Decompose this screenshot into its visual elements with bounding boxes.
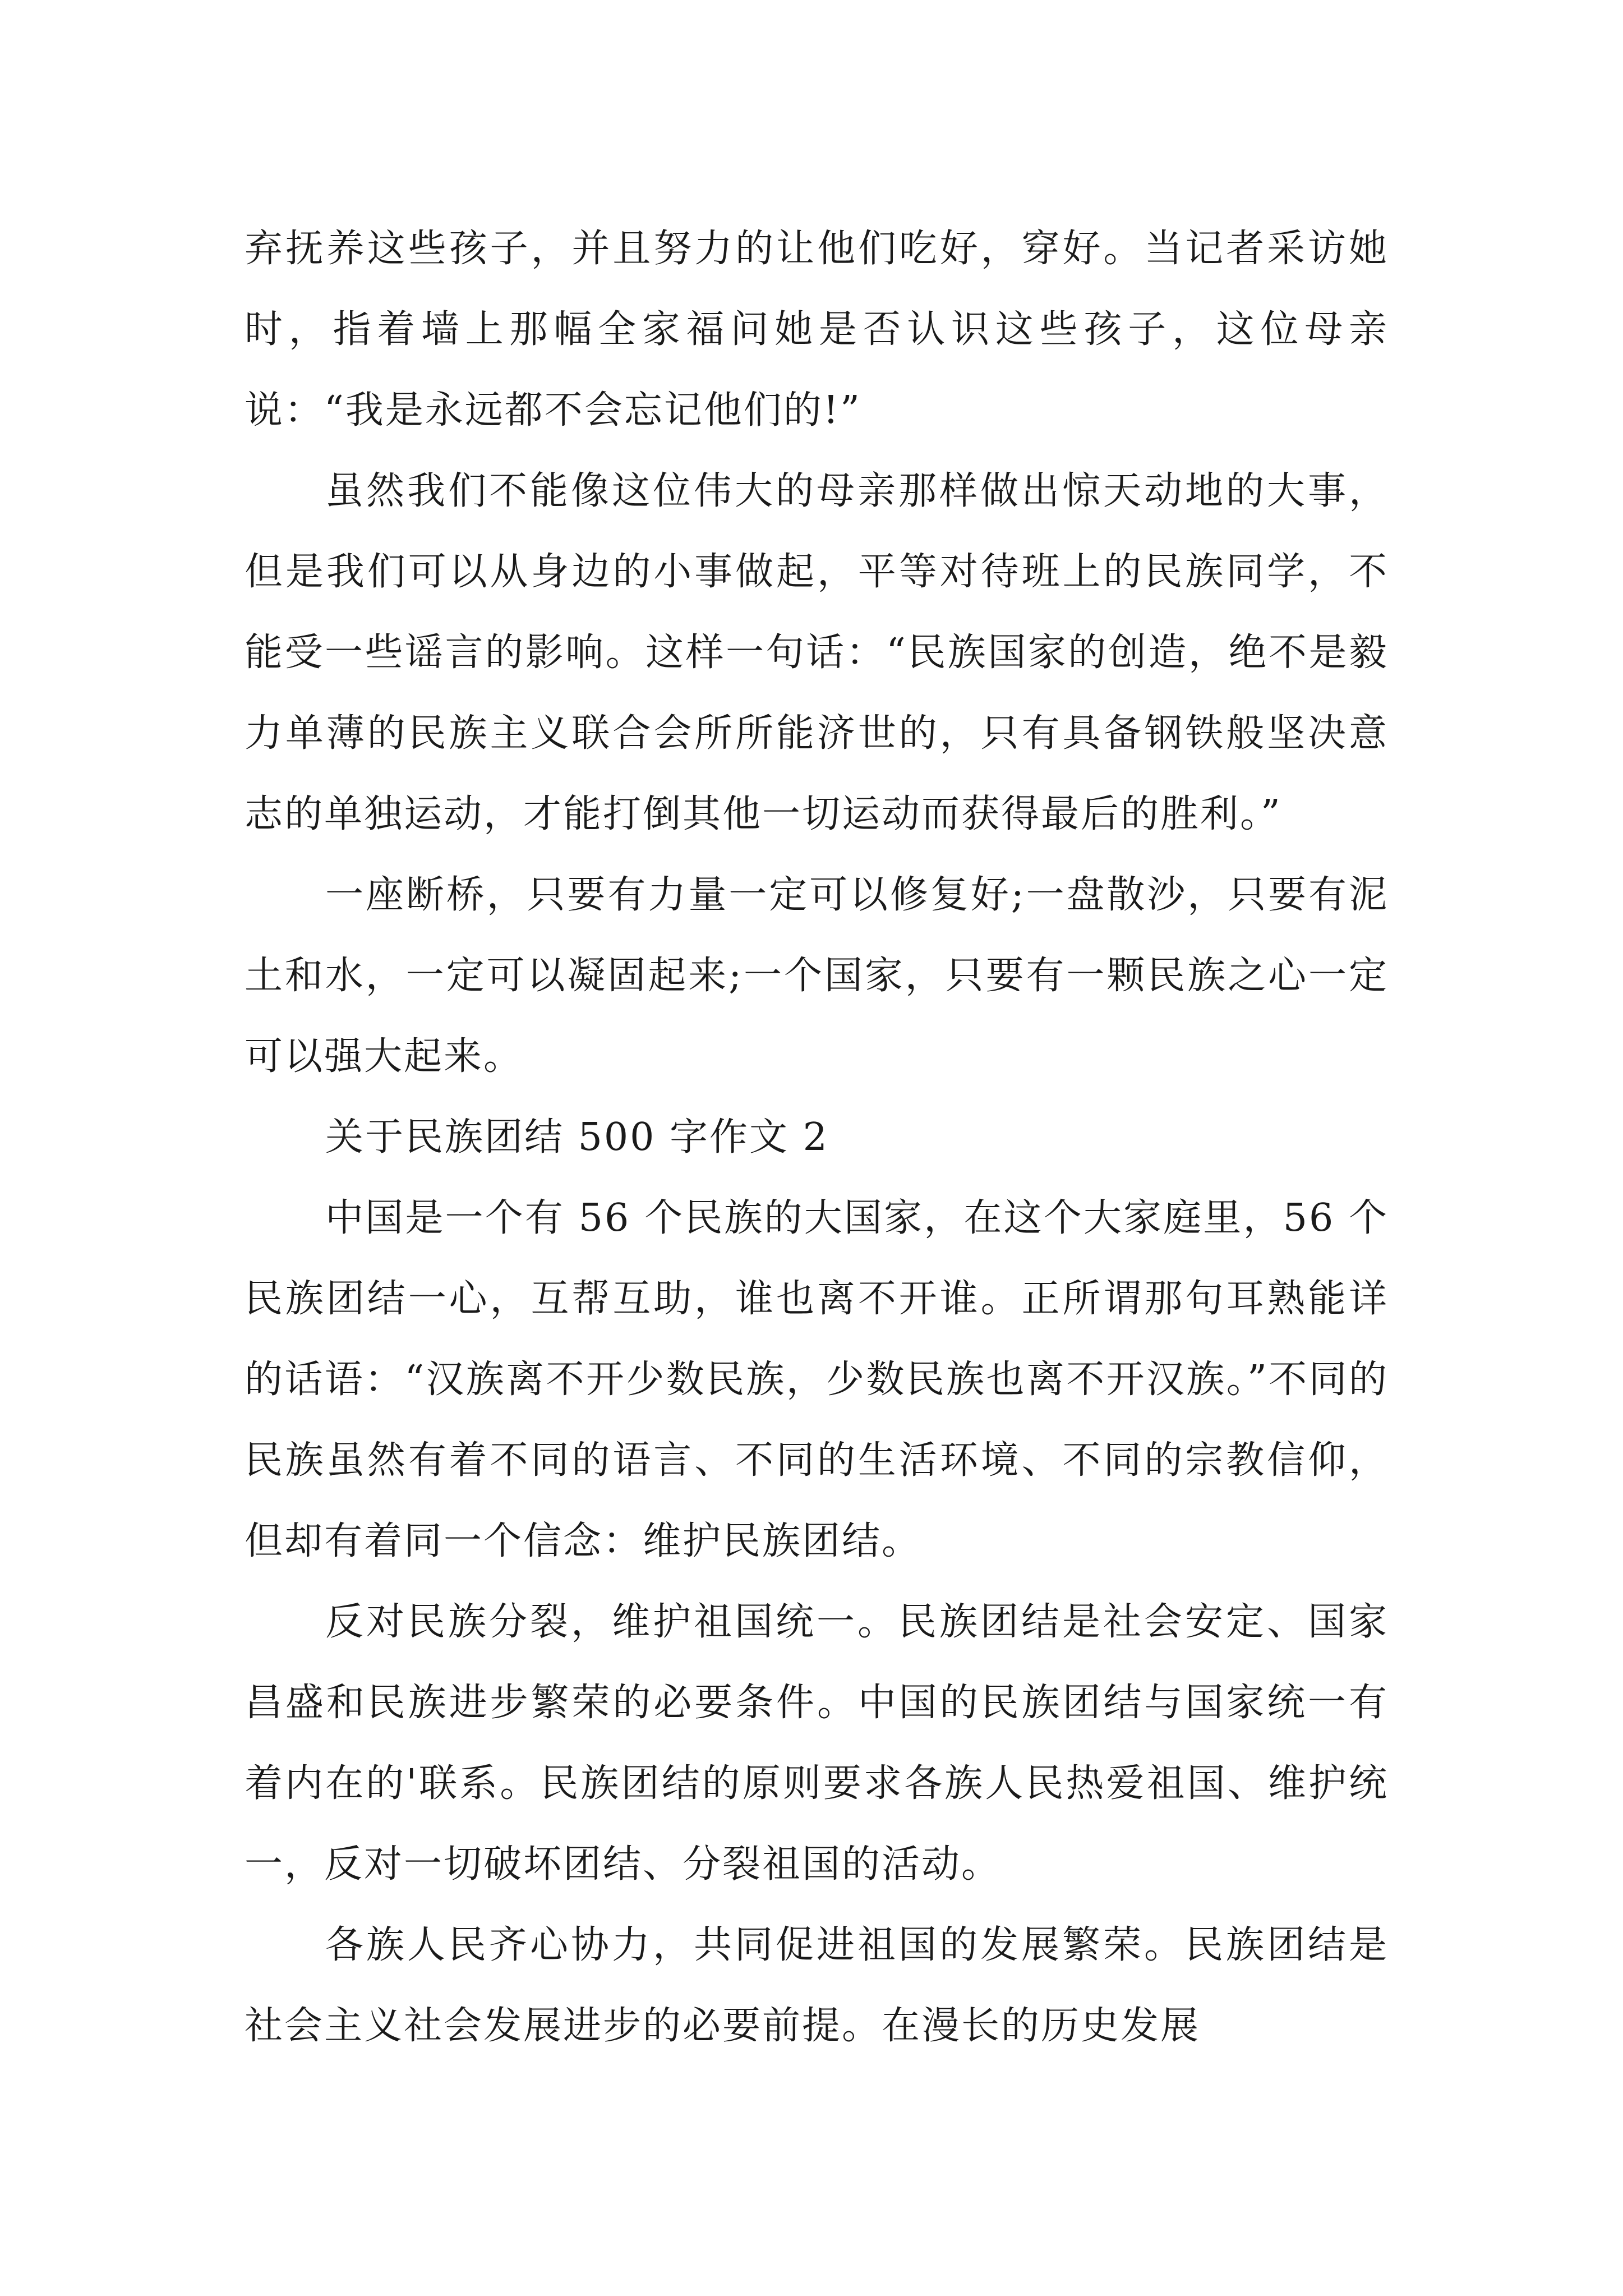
paragraph-china: 中国是一个有 56 个民族的大国家，在这个大家庭里，56 个民族团结一心，互帮互助，谁也离不开谁。正所谓那句耳熟能详的话语：“汉族离不开少数民族，少数民族也离不开汉族。”不同的民族虽然有着不同的语言、不同的生活环境、不同的宗教信仰，但却有着同一个信念：维护民族团结。 — [245, 1196, 1389, 1563]
paragraph-bridge: 一座断桥，只要有力量一定可以修复好;一盘散沙，只要有泥土和水，一定可以凝固起来;一个国家，只要有一颗民族之心一定可以强大起来。 — [245, 873, 1389, 1079]
paragraph-oppose-separatism: 反对民族分裂，维护祖国统一。民族团结是社会安定、国家昌盛和民族进步繁荣的必要条件。中国的民族团结与国家统一有着内在的'联系。民族团结的原则要求各族人民热爱祖国、维护统一，反对一切破坏团结、分裂祖国的活动。 — [245, 1600, 1389, 1887]
paragraph-work-together: 各族人民齐心协力，共同促进祖国的发展繁荣。民族团结是社会主义社会发展进步的必要前提。在漫长的历史发展 — [245, 1923, 1389, 2048]
section-heading: 关于民族团结 500 字作文 2 — [325, 1115, 829, 1159]
paragraph-small-things: 虽然我们不能像这位伟大的母亲那样做出惊天动地的大事，但是我们可以从身边的小事做起，平等对待班上的民族同学，不能受一些谣言的影响。这样一句话：“民族国家的创造，绝不是毅力单薄的民族主义联合会所所能济世的，只有具备钢铁般坚决意志的单独运动，才能打倒其他一切运动而获得最后的胜利。” — [245, 469, 1389, 836]
paragraph-continued: 弃抚养这些孩子，并且努力的让他们吃好，穿好。当记者采访她时，指着墙上那幅全家福问她是否认识这些孩子，这位母亲说：“我是永远都不会忘记他们的!” — [245, 227, 1389, 432]
body-text — [245, 209, 1389, 2067]
